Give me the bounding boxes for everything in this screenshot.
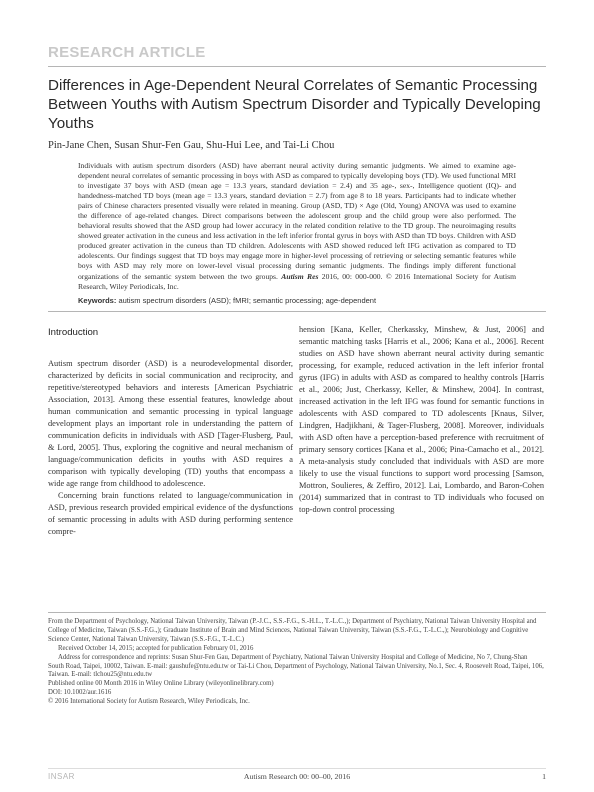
footnote-affiliations: From the Department of Psychology, National Taiwan University, Taiwan (P.-J.C., S.S.-F.G., S.-H.L., T.-L.C.,); Department of Psychiatry, National Taiwan University Hospital and College of Medicine, Taiwan (S.S.-F.G.,); Graduate Institute of Brain and Mind Sciences, National Taiwan University, Taiwan (S.S.-F.G., T.-L.C.,); Neurobiology and Cognitive Science Center, National Taiwan University, Taiwan (S.S.-F.G., T.-L.C.): [48, 618, 537, 643]
footnote-copyright: © 2016 International Society for Autism Research, Wiley Periodicals, Inc.: [48, 698, 250, 706]
article-type-label: RESEARCH ARTICLE: [48, 44, 206, 61]
footer-divider: [48, 768, 546, 769]
body-paragraph: hension [Kana, Keller, Cherkassky, Minshew, & Just, 2006] and semantic matching tasks [Harris et al., 2006; Kana et al., 2006]. Recent studies on ASD have shown aberrant neural activity during semantic processing, for example, reduced activation in the left inferior frontal gyrus (IFG) in adults with ASD as compared to healthy controls [Harris et al., 2006; Just, Cherkassy, Keller, & Minshew, 2004]. In contrast, increased activation in the left IFG was found for semantic functions in adolescents with ASD compared to TD adolescents [Knaus, Silver, Lindgren, Hadjikhani, & Tager-Flusberg, 2008]. Moreover, individuals with ASD often have a perception-based preference with recruitment of primary sensory cortices [Kana et al., 2006; Pina-Camacho et al., 2012]. A meta-analysis study concluded that individuals with ASD are more likely to use the visual functions to support word processing [Samson, Mottron, Soulieres, & Zeffiro, 2012]. Lai, Lombardo, and Baron-Cohen (2014) summarized that in contrast to TD individuals who focused on top-down control processing: [299, 325, 544, 514]
publisher-logo: INSAR: [48, 772, 75, 781]
abstract-citation: 2016, 00: 000-000. © 2016 International Society for Autism Research, Wiley Periodicals, Inc.: [78, 271, 517, 291]
footnotes: [48, 618, 544, 707]
section-divider: [48, 311, 546, 312]
keywords-text: autism spectrum disorders (ASD); fMRI; semantic processing; age-dependent: [118, 296, 377, 305]
page-number: 1: [542, 772, 546, 781]
keywords-label: Keywords:: [78, 296, 117, 305]
page-footer: [48, 772, 546, 784]
abstract-text: Individuals with autism spectrum disorders (ASD) have aberrant neural activity during semantic judgments. We aimed to examine age-dependent neural correlates of semantic processing in boys with ASD as compared to typically developing boys (TD). We used functional MRI to investigate 37 boys with ASD (mean age = 13.3 years, standard deviation = 2.4) and 35 age-, sex-, Intelligence quotient (IQ)- and handedness-matched TD boys (mean age = 13.3 years, standard deviation = 2.7) from age 8 to 18 years. Participants had to indicate whether pairs of Chinese characters presented visually were related in meaning. Group (ASD, TD) × Age (Old, Young) ANOVA was used to examine the difference of age-related changes. Direct comparisons between the adolescent group and the child group were also performed. The behavioral results showed that the ASD group had lower accuracy in the related condition relative to the TD group. The neuroimaging results showed greater activation in the cuneus and less activation in the left inferior frontal gyrus in boys with ASD than TD boys. Children with ASD produced greater activation in the cuneus than TD children. Adolescents with ASD showed reduced left IFG activation as compared to TD adolescents. Our findings suggest that TD boys may engage more in higher-level processing of retrieving or selecting semantic features while boys with ASD may rely more on lower-level visual processing during semantic judgments. The findings imply different functional organizations of the semantic system between the two groups.: [78, 161, 516, 281]
header-divider: [48, 66, 546, 67]
abstract-citation-journal: Autism Res: [281, 271, 319, 281]
footnote-received: Received October 14, 2015; accepted for publication February 01, 2016: [58, 644, 254, 652]
keywords: [78, 296, 516, 305]
author-list: Pin-Jane Chen, Susan Shur-Fen Gau, Shu-Hui Lee, and Tai-Li Chou: [48, 140, 335, 151]
footnote-published: Published online 00 Month 2016 in Wiley Online Library (wileyonlinelibrary.com): [48, 680, 274, 688]
section-heading: Introduction: [48, 327, 99, 338]
footnote-doi: DOI: 10.1002/aur.1616: [48, 689, 112, 697]
journal-citation: Autism Research 00: 00–00, 2016: [243, 772, 351, 781]
body-paragraph: Concerning brain functions related to language/communication in ASD, previous research provided empirical evidence of the dysfunctions of semantic processing in adults with ASD during performing sentence compre-: [48, 491, 293, 536]
footnote-correspondence: Address for correspondence and reprints: Susan Shur-Fen Gau, Department of Psychiatry, National Taiwan University Hospital and College of Medicine, No 7, Chung-Shan South Road, Taipei, 10002, Taiwan. E-mail: gaushufe@ntu.edu.tw or Tai-Li Chou, Department of Psychology, National Taiwan University, No.1, Sec. 4, Roosevelt Road, Taipei, 106, Taiwan. E-mail: tlchou25@ntu.edu.tw: [48, 653, 544, 679]
body-paragraph: Autism spectrum disorder (ASD) is a neurodevelopmental disorder, characterized by deficits in social communication and reciprocity, and repetitive/stereotyped behaviors and interests [American Psychiatric Association, 2013]. Among these essential features, knowledge about human communication and semantic processing in typical language development plays an important role in understanding the pattern of communication deficits in individuals with ASD [Tager-Flusberg, Paul, & Lord, 2005]. Thus, exploring the cognitive and neural mechanism of language/communication deficits in youths with ASD requires a comparison with typically developing (TD) youths that encompass a wide age range from childhood to adolescence.: [48, 359, 293, 488]
abstract: [78, 161, 516, 292]
body-column-right: [299, 324, 544, 516]
article-title: Differences in Age-Dependent Neural Correlates of Semantic Processing Between Youths with Autism Spectrum Disorder and Typically Developing Youths: [48, 77, 541, 132]
body-column-left: [48, 327, 293, 538]
footnote-divider: [48, 612, 546, 613]
